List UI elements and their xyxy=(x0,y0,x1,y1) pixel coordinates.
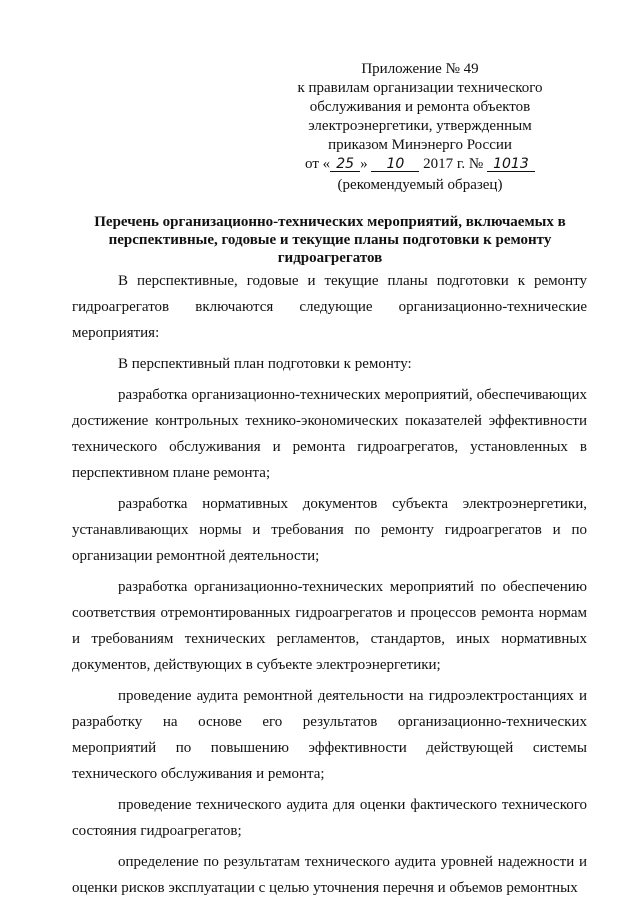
year-text: 2017 г. № xyxy=(423,156,484,172)
appendix-line: приказом Минэнерго России xyxy=(328,137,512,153)
handwritten-order-number: 1013 xyxy=(487,157,535,172)
appendix-line: электроэнергетики, утвержденным xyxy=(308,118,532,134)
handwritten-month: 10 xyxy=(371,157,419,172)
order-date-line xyxy=(255,155,585,174)
appendix-line: обслуживания и ремонта объектов xyxy=(309,99,531,115)
appendix-line: к правилам организации технического xyxy=(297,80,543,96)
paragraph: определение по результатам технического аудита уровней надежности и оценки рисков эксплуатации с целью уточнения перечня и объемов ремонтных xyxy=(72,854,587,896)
recommended-sample-note: (рекомендуемый образец) xyxy=(337,177,503,193)
document-title: Перечень организационно-технических мероприятий, включаемых в перспективные, годовые и текущие планы подготовки к ремонту гидроагрегатов xyxy=(94,214,566,266)
paragraph: В перспективные, годовые и текущие планы подготовки к ремонту гидроагрегатов включаются следующие организационно-технические мероприятия: xyxy=(72,273,587,341)
paragraph: разработка нормативных документов субъекта электроэнергетики, устанавливающих нормы и требования по ремонту гидроагрегатов и по организации ремонтной деятельности; xyxy=(72,496,587,564)
paragraph: проведение аудита ремонтной деятельности на гидроэлектростанциях и разработку на основе его результатов организационно-технических мероприятий по повышению эффективности действующей системы технического обслуживания и ремонта; xyxy=(72,688,587,782)
appendix-header xyxy=(255,60,585,174)
appendix-number: Приложение № 49 xyxy=(361,61,479,77)
handwritten-day: 25 xyxy=(330,157,360,172)
paragraph: проведение технического аудита для оценки фактического технического состояния гидроагрегатов; xyxy=(72,797,587,839)
date-mid: » xyxy=(360,156,368,172)
paragraph: разработка организационно-технических мероприятий по обеспечению соответствия отремонтированных гидроагрегатов и процессов ремонта нормам и требованиям технических регламентов, стандартов, иных нормативных документов, действующих в субъекте электроэнергетики; xyxy=(72,579,587,673)
document-body xyxy=(72,268,587,906)
date-prefix: от « xyxy=(305,156,331,172)
paragraph: В перспективный план подготовки к ремонту: xyxy=(118,356,412,372)
paragraph: разработка организационно-технических мероприятий, обеспечивающих достижение контрольных технико-экономических показателей эффективности технического обслуживания и ремонта гидроагрегатов, установленных в перспективном плане ремонта; xyxy=(72,387,587,481)
